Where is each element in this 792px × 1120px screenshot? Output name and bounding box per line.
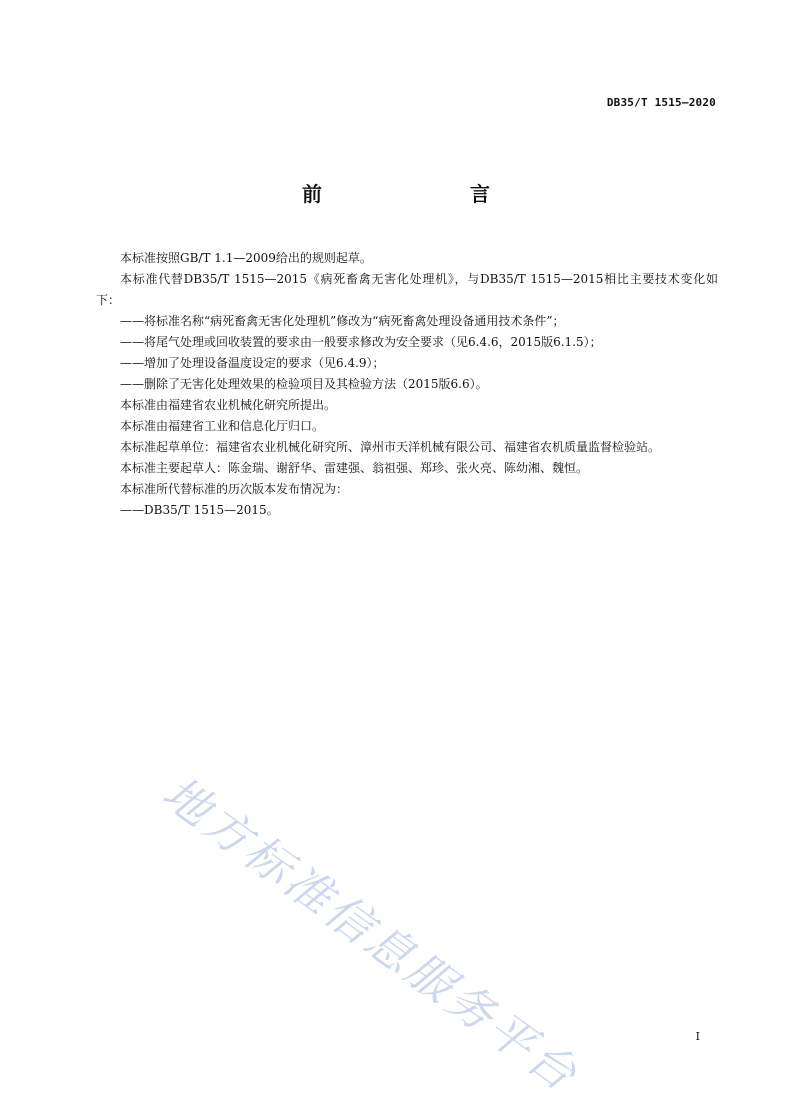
standard-code: DB35/T 1515—2020 xyxy=(606,96,716,109)
foreword-body xyxy=(96,248,718,521)
paragraph-history-intro: 本标准所代替标准的历次版本发布情况为： xyxy=(120,482,349,496)
page-title: 前 言 xyxy=(302,182,526,206)
paragraph-drafters: 本标准主要起草人：陈金瑞、谢舒华、雷建强、翁祖强、郑珍、张火亮、陈幼湘、魏恒。 xyxy=(120,461,589,475)
page-number: I xyxy=(695,1030,700,1043)
paragraph-drafting-units: 本标准起草单位：福建省农业机械化研究所、漳州市天洋机械有限公司、福建省农机质量监督检验站。 xyxy=(120,440,661,454)
paragraph-replacement: 本标准代替DB35/T 1515—2015《病死畜禽无害化处理机》，与DB35/T 1515—2015相比主要技术变化如下： xyxy=(96,272,718,307)
change-item-name: ——将标准名称“病死畜禽无害化处理机”修改为“病死畜禽处理设备通用技术条件”； xyxy=(120,314,565,328)
change-item-deleted-tests: ——删除了无害化处理效果的检验项目及其检验方法（2015版6.6）。 xyxy=(120,377,488,391)
change-item-temperature: ——增加了处理设备温度设定的要求（见6.4.9）； xyxy=(120,356,385,370)
change-item-exhaust: ——将尾气处理或回收装置的要求由一般要求修改为安全要求（见6.4.6，2015版6.1.5）； xyxy=(120,335,602,349)
paragraph-drafting-rules: 本标准按照GB/T 1.1—2009给出的规则起草。 xyxy=(120,251,372,265)
history-item: ——DB35/T 1515—2015。 xyxy=(120,503,279,517)
watermark: 地方标准信息服务平台 xyxy=(152,765,590,1103)
paragraph-administrator: 本标准由福建省工业和信息化厅归口。 xyxy=(120,419,325,433)
paragraph-proposer: 本标准由福建省农业机械化研究所提出。 xyxy=(120,398,337,412)
